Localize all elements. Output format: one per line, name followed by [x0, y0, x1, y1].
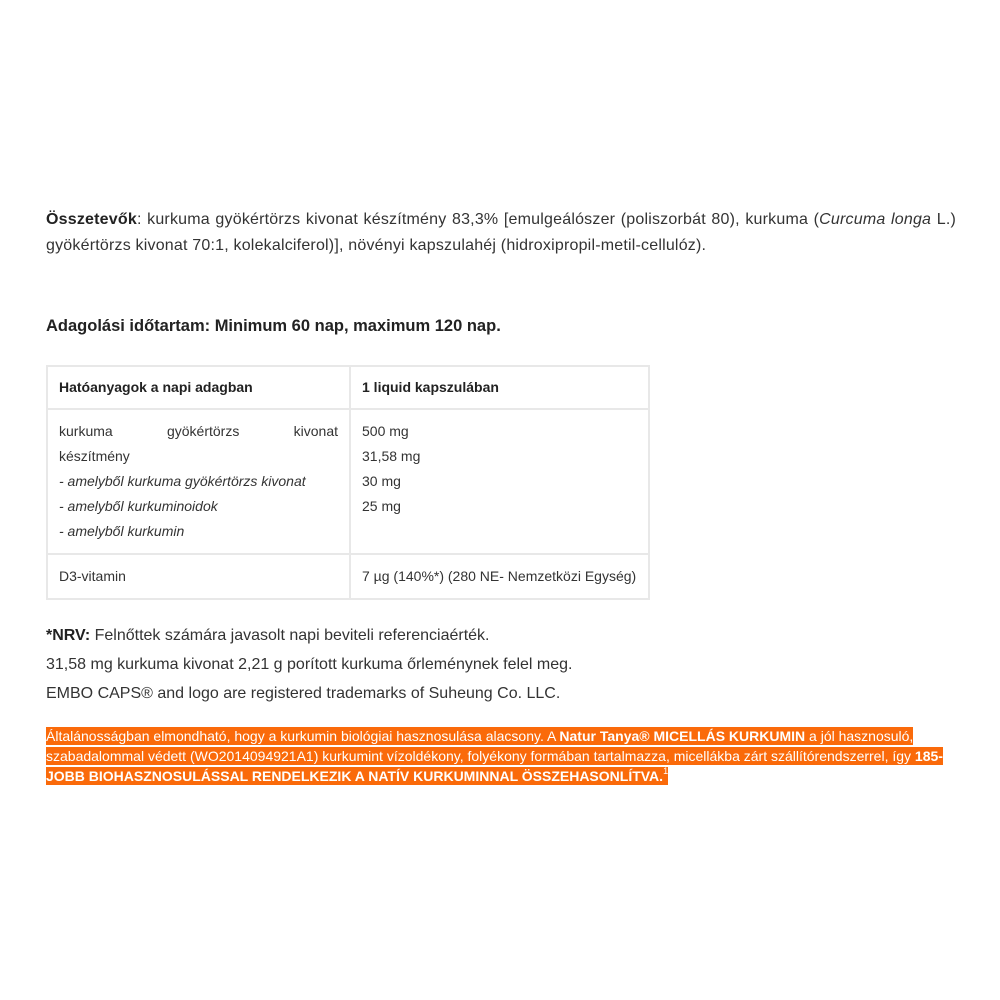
table-header-row — [47, 366, 649, 409]
promo-highlight-text — [46, 727, 943, 785]
value: 30 mg — [362, 473, 401, 489]
value: 500 mg — [362, 423, 409, 439]
ingredients-label: Összetevők — [46, 211, 137, 228]
ingredient-sub: - amelyből kurkuma gyökértörzs kivonat — [59, 473, 306, 489]
equivalence-note: 31,58 mg kurkuma kivonat 2,21 g porított kurkuma őrleménynek felel meg. — [46, 656, 573, 673]
ingredient-sub: - amelyből kurkumin — [59, 523, 185, 539]
ingredients-latin-name: Curcuma longa — [819, 211, 932, 228]
table-row — [47, 554, 649, 599]
nrv-text: Felnőttek számára javasolt napi beviteli referenciaérték. — [90, 627, 490, 644]
table-header-active-ingredients: Hatóanyagok a napi adagban — [47, 366, 350, 409]
notes — [46, 621, 572, 708]
dosage-duration: Adagolási időtartam: Minimum 60 nap, maximum 120 nap. — [46, 317, 501, 335]
trademark-note: EMBO CAPS® and logo are registered trademarks of Suheung Co. LLC. — [46, 685, 561, 702]
ingredients-text-2: L.) gyökértörzs kivonat 70:1, kolekalciferol)], növényi kapszulahéj (hidroxipropil-metil-cellulóz). — [46, 211, 956, 254]
table-cell-ingredient: D3-vitamin — [47, 554, 350, 599]
table-cell-values — [350, 409, 649, 554]
ingredients-paragraph — [46, 207, 956, 259]
nutrition-table — [46, 365, 650, 600]
ingredients-text-1: : kurkuma gyökértörzs kivonat készítmény 83,3% [emulgeálószer (poliszorbát 80), kurkuma ( — [136, 211, 820, 228]
promo-highlight — [46, 726, 956, 786]
table-header-per-capsule: 1 liquid kapszulában — [350, 366, 649, 409]
table-row — [47, 409, 649, 554]
promo-text-1: Általánosságban elmondható, hogy a kurkumin biológiai hasznosulása alacsony. A — [46, 728, 560, 744]
promo-text-2: a jól hasznosuló, szabadalommal védett (WO2014094921A1) kurkumint vízoldékony, folyékony formában tartalmazza, micellákba zárt szállítórendszerrel, így — [46, 728, 915, 764]
promo-brand: Natur Tanya® MICELLÁS KURKUMIN — [559, 728, 806, 744]
promo-footnote-ref: 1 — [663, 766, 669, 776]
nrv-note — [46, 621, 572, 650]
value: 31,58 mg — [362, 448, 421, 464]
ingredient-name-line2: készítmény — [59, 448, 130, 464]
value: 25 mg — [362, 498, 401, 514]
ingredient-name-line1: kurkuma gyökértörzs kivonat — [59, 423, 338, 439]
nrv-label: *NRV: — [46, 627, 91, 644]
table-cell-value: 7 µg (140%*) (280 NE- Nemzetközi Egység) — [350, 554, 649, 599]
table-cell-ingredient — [47, 409, 350, 554]
promo-claim: 185-JOBB BIOHASZNOSULÁSSAL RENDELKEZIK A NATÍV KURKUMINNAL ÖSSZEHASONLÍTVA. — [46, 748, 943, 784]
ingredient-sub: - amelyből kurkuminoidok — [59, 498, 218, 514]
